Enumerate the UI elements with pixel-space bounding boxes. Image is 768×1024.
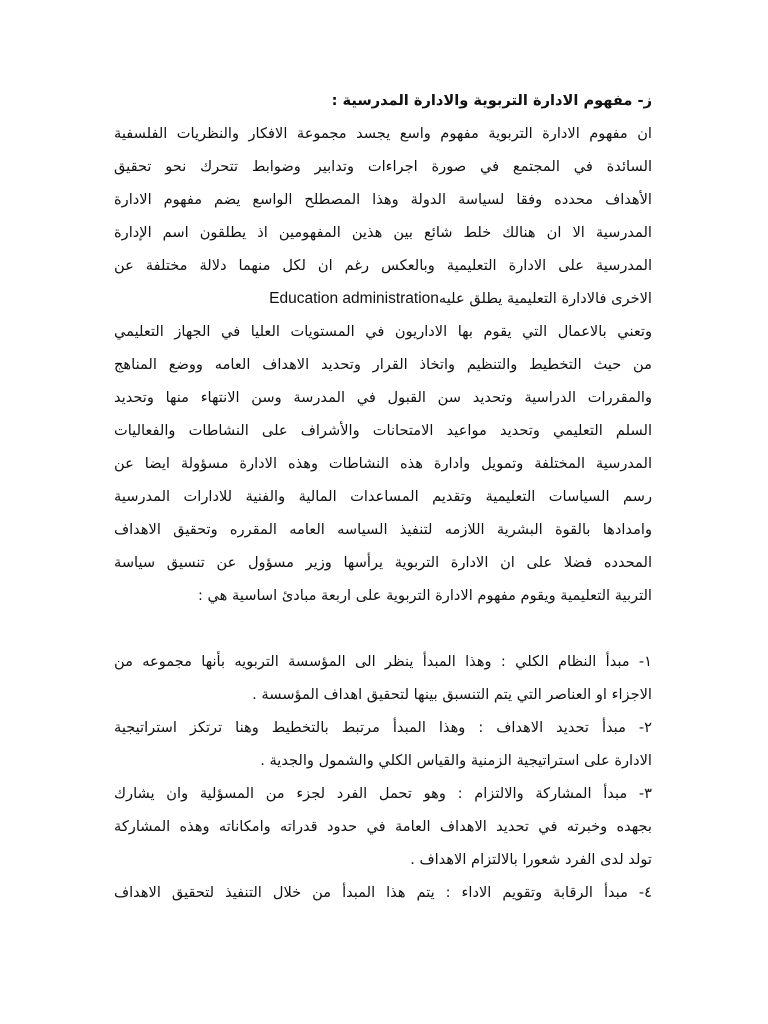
text-line: السائدة في المجتمع في صورة اجراءات وتدابير وضوابط تتحرك نحو تحقيق [114, 158, 652, 175]
text-line: والمقررات الدراسية وتحديد سن القبول في المدرسة وسن الانتهاء منها وتحديد [114, 389, 652, 406]
text-line: المدرسية على الادارة التعليمية وبالعكس رغم ان لكل منهما دلالة مختلفة عن [114, 257, 652, 274]
text-line: المدرسية الا ان هنالك خلط شائع بين هذين المفهومين اذ يطلقون اسم الإدارة [114, 224, 652, 241]
text-line: ٢- مبدأ تحديد الاهداف : وهذا المبدأ مرتبط بالتخطيط وهنا ترتكز استراتيجية [114, 719, 652, 736]
text-line: من حيث التخطيط والتنظيم واتخاذ القرار وتحديد الاهداف العامه ووضع المناهج [114, 356, 652, 373]
text-line: تولد لدى الفرد شعورا بالالتزام الاهداف . [410, 851, 652, 868]
text-line: الادارة على استراتيجية الزمنية والقياس الكلي والشمول والجدية . [260, 752, 652, 769]
text-line: الاجزاء او العناصر التي يتم التنسبق بينها لتحقيق اهداف المؤسسة . [252, 686, 652, 703]
principle-item-1 [114, 645, 652, 711]
paragraph-gap [114, 612, 652, 645]
text-line: الأهداف محدده وفقا لسياسة الدولة وهذا المصطلح الواسع يضم مفهوم الادارة [114, 191, 652, 208]
principle-item-4 [114, 876, 652, 909]
term-arabic: الاخرى فالادارة التعليمية يطلق عليه [438, 290, 652, 307]
text-line: ٣- مبدأ المشاركة والالتزام : وهو تحمل الفرد لجزء من المسؤلية وان يشارك [114, 785, 652, 802]
body-paragraph [114, 315, 652, 612]
text-line: ان مفهوم الادارة التربوية مفهوم واسع يجسد مجموعة الافكار والنظريات الفلسفية [114, 125, 652, 142]
text-line: المحدده فضلا على ان الادارة التربوية يرأسها وزير مسؤول عن تنسيق سياسة [114, 554, 652, 571]
term-english: Education administration [269, 290, 439, 307]
principle-item-3 [114, 777, 652, 876]
text-line: السلم التعليمي وتحديد مواعيد الامتحانات والأشراف على النشاطات والفعاليات [114, 422, 652, 439]
principle-item-2 [114, 711, 652, 777]
section-heading: ز- مفهوم الادارة التربوية والادارة المدرسية : [331, 92, 652, 109]
intro-paragraph [114, 117, 652, 315]
term-line [114, 282, 652, 315]
text-line: ١- مبدأ النظام الكلي : وهذا المبدأ ينظر الى المؤسسة التربويه بأنها مجموعه من [114, 653, 652, 670]
text-line: ٤- مبدأ الرقابة وتقويم الاداء : يتم هذا المبدأ من خلال التنفيذ لتحقيق الاهداف [114, 884, 652, 901]
text-line: وتعني بالاعمال التي يقوم بها الاداريون في المستويات العليا في الجهاز التعليمي [114, 323, 652, 340]
document-page [114, 84, 652, 909]
text-line: التربية التعليمية ويقوم مفهوم الادارة التربوية على اربعة مبادئ اساسية هي : [197, 587, 652, 604]
principles-list [114, 645, 652, 909]
text-line: وامدادها بالقوة البشرية اللازمه لتنفيذ السياسه العامه المقرره وتحقيق الاهداف [114, 521, 652, 538]
text-line: بجهده وخبرته في تحديد الاهداف العامة في حدود قدراته وامكاناته وهذه المشاركة [114, 818, 652, 835]
text-line: رسم السياسات التعليمية وتقديم المساعدات المالية والفنية للادارات المدرسية [114, 488, 652, 505]
text-line: المدرسية المختلفة وتمويل وادارة هذه النشاطات وهذه الادارة مسؤولة ايضا عن [114, 455, 652, 472]
